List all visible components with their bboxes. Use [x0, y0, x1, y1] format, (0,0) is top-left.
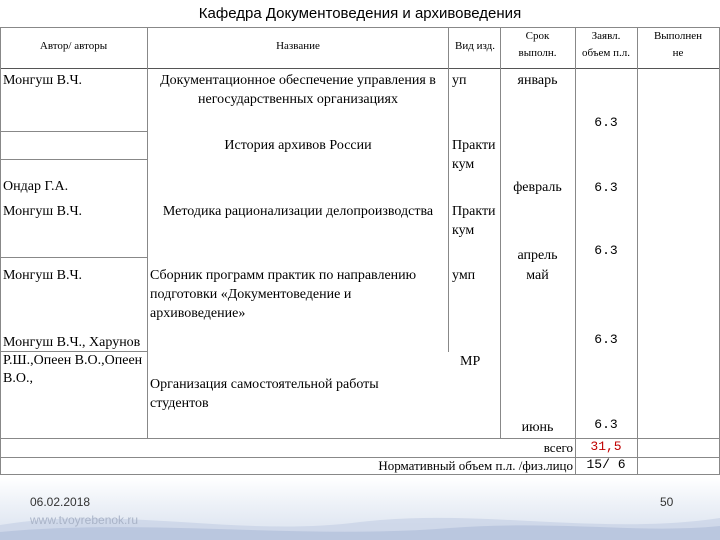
row3-type: Практикум: [452, 204, 496, 238]
norm-label: Нормативный объем п.л. /физ.лицо: [378, 458, 573, 473]
slide-footer: [0, 478, 720, 540]
row1-name: Документационное обеспечение управления в негосударственных организациях: [160, 73, 436, 107]
header-type: Вид изд.: [455, 40, 495, 52]
col-separator: [147, 27, 148, 438]
row2-deadline: февраль: [513, 180, 562, 195]
page-title: Кафедра Документоведения и архивоведения: [198, 5, 522, 22]
row4-volume: 6.3: [594, 332, 618, 347]
row-separator: [0, 131, 148, 132]
publications-table: [0, 27, 720, 475]
row3-deadline: апрель: [517, 248, 558, 263]
row4-type: умп: [452, 268, 476, 283]
row2-type: Практикум: [452, 138, 496, 172]
slide-date: 06.02.2018: [30, 495, 91, 509]
table-top-border: [0, 27, 720, 28]
row5-volume: 6.3: [594, 417, 618, 432]
row2-volume: 6.3: [594, 180, 618, 195]
total-label: всего: [543, 440, 573, 455]
total-value: 31,5: [590, 439, 622, 454]
norm-value: 15/ 6: [586, 457, 626, 472]
row5-author: Монгуш В.Ч., Харунов Р.Ш.,Опеен В.О.,Опеен В.О.,: [3, 335, 143, 386]
row3-author: Монгуш В.Ч.: [3, 204, 83, 219]
header-done-line2: не: [672, 47, 684, 59]
col-separator: [637, 27, 638, 475]
row5-deadline: июнь: [521, 420, 554, 435]
row3-volume: 6.3: [594, 243, 618, 258]
col-separator: [448, 27, 449, 352]
watermark: www.tvoyrebenok.ru: [30, 513, 139, 527]
row4-author: Монгуш В.Ч.: [3, 268, 83, 283]
row4-name: Сборник программ практик по направлению подготовки «Документоведение и архивоведение»: [150, 268, 417, 321]
row1-type: уп: [452, 73, 467, 88]
row2-author: Ондар Г.А.: [3, 179, 69, 194]
row1-volume: 6.3: [594, 115, 618, 130]
row1-deadline: январь: [517, 73, 558, 88]
header-deadline-line1: Срок: [525, 30, 550, 42]
page-number: 50: [660, 495, 674, 509]
header-claimed-line2: объем п.л.: [582, 47, 630, 59]
row2-name: История архивов России: [224, 138, 372, 153]
row1-author: Монгуш В.Ч.: [3, 73, 83, 88]
row3-name: Методика рационализации делопроизводства: [162, 204, 434, 219]
header-done-line1: Выполнен: [653, 30, 703, 42]
col-separator: [0, 27, 1, 475]
row5-type: МР: [460, 354, 481, 369]
row-separator: [0, 257, 148, 258]
header-name: Название: [276, 40, 320, 52]
table-bottom-border: [0, 474, 720, 475]
header-bottom-border: [0, 68, 720, 69]
header-author: Автор/ авторы: [39, 40, 108, 52]
row5-name: Организация самостоятельной работы студентов: [150, 377, 379, 411]
row4-deadline: май: [526, 268, 549, 283]
row-separator: [0, 159, 148, 160]
header-claimed-line1: Заявл.: [591, 30, 621, 42]
header-deadline-line2: выполн.: [518, 47, 557, 59]
